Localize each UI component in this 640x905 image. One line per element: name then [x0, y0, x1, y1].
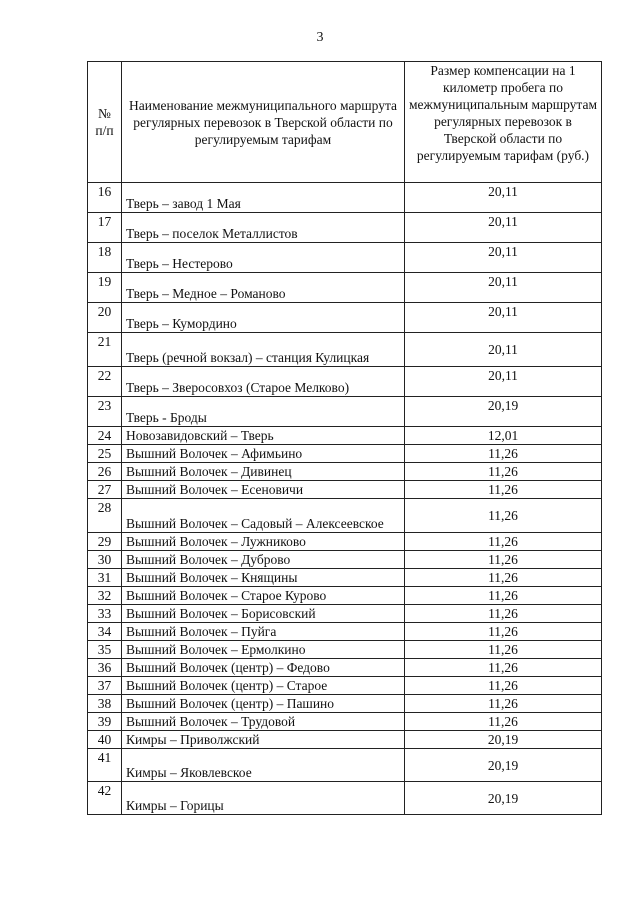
table-row — [88, 367, 602, 397]
compensation-rate: 20,11 — [405, 183, 602, 213]
route-name: Вышний Волочек – Лужниково — [122, 533, 405, 551]
compensation-rate: 11,26 — [405, 659, 602, 677]
row-number: 25 — [88, 445, 122, 463]
page-number: 3 — [316, 30, 324, 45]
table-body — [88, 183, 602, 815]
table-header-row — [88, 62, 602, 183]
route-name: Вышний Волочек – Борисовский — [122, 605, 405, 623]
header-number: № п/п — [88, 62, 122, 183]
row-number: 28 — [88, 499, 122, 533]
compensation-rate: 11,26 — [405, 533, 602, 551]
row-number: 30 — [88, 551, 122, 569]
route-name: Тверь – Нестерово — [122, 243, 405, 273]
compensation-rate: 11,26 — [405, 499, 602, 533]
table-row — [88, 303, 602, 333]
route-name: Вышний Волочек (центр) – Старое — [122, 677, 405, 695]
compensation-rate: 20,11 — [405, 333, 602, 367]
table-row — [88, 782, 602, 815]
route-name: Тверь – Зверосовхоз (Старое Мелково) — [122, 367, 405, 397]
route-name: Новозавидовский – Тверь — [122, 427, 405, 445]
route-name: Вышний Волочек – Садовый – Алексеевское — [122, 499, 405, 533]
row-number: 38 — [88, 695, 122, 713]
table-row — [88, 551, 602, 569]
route-name: Вышний Волочек (центр) – Федово — [122, 659, 405, 677]
row-number: 20 — [88, 303, 122, 333]
compensation-rate: 20,11 — [405, 303, 602, 333]
row-number: 36 — [88, 659, 122, 677]
route-name: Тверь – Медное – Романово — [122, 273, 405, 303]
table-row — [88, 499, 602, 533]
compensation-rate: 20,19 — [405, 749, 602, 782]
row-number: 37 — [88, 677, 122, 695]
table-row — [88, 659, 602, 677]
table-row — [88, 713, 602, 731]
row-number: 39 — [88, 713, 122, 731]
route-name: Тверь – завод 1 Мая — [122, 183, 405, 213]
compensation-rate: 11,26 — [405, 445, 602, 463]
compensation-rate: 11,26 — [405, 551, 602, 569]
table-row — [88, 695, 602, 713]
table-row — [88, 533, 602, 551]
compensation-rate: 20,11 — [405, 243, 602, 273]
route-name: Вышний Волочек – Есеновичи — [122, 481, 405, 499]
compensation-rate: 20,11 — [405, 367, 602, 397]
table-row — [88, 641, 602, 659]
header-route-name: Наименование межмуниципального маршрута регулярных перевозок в Тверской области по регулируемым тарифам — [122, 62, 405, 183]
routes-table — [87, 61, 602, 815]
route-name: Кимры – Горицы — [122, 782, 405, 815]
compensation-rate: 12,01 — [405, 427, 602, 445]
row-number: 16 — [88, 183, 122, 213]
row-number: 17 — [88, 213, 122, 243]
compensation-rate: 11,26 — [405, 587, 602, 605]
compensation-rate: 11,26 — [405, 677, 602, 695]
route-name: Тверь (речной вокзал) – станция Кулицкая — [122, 333, 405, 367]
row-number: 22 — [88, 367, 122, 397]
route-name: Кимры – Приволжский — [122, 731, 405, 749]
row-number: 32 — [88, 587, 122, 605]
row-number: 41 — [88, 749, 122, 782]
table-row — [88, 623, 602, 641]
row-number: 40 — [88, 731, 122, 749]
table-row — [88, 463, 602, 481]
route-name: Тверь – поселок Металлистов — [122, 213, 405, 243]
route-name: Вышний Волочек – Афимьино — [122, 445, 405, 463]
compensation-rate: 11,26 — [405, 641, 602, 659]
table-row — [88, 183, 602, 213]
route-name: Тверь - Броды — [122, 397, 405, 427]
table-row — [88, 731, 602, 749]
row-number: 26 — [88, 463, 122, 481]
row-number: 19 — [88, 273, 122, 303]
table-row — [88, 273, 602, 303]
route-name: Вышний Волочек – Пуйга — [122, 623, 405, 641]
table-row — [88, 605, 602, 623]
table-row — [88, 445, 602, 463]
table-row — [88, 677, 602, 695]
compensation-rate: 11,26 — [405, 605, 602, 623]
row-number: 27 — [88, 481, 122, 499]
table-row — [88, 749, 602, 782]
compensation-rate: 11,26 — [405, 569, 602, 587]
compensation-rate: 20,19 — [405, 782, 602, 815]
route-name: Вышний Волочек – Ермолкино — [122, 641, 405, 659]
row-number: 23 — [88, 397, 122, 427]
row-number: 18 — [88, 243, 122, 273]
table-row — [88, 569, 602, 587]
table-row — [88, 333, 602, 367]
row-number: 35 — [88, 641, 122, 659]
route-name: Вышний Волочек – Княщины — [122, 569, 405, 587]
compensation-rate: 20,19 — [405, 397, 602, 427]
route-name: Вышний Волочек (центр) – Пашино — [122, 695, 405, 713]
compensation-rate: 11,26 — [405, 623, 602, 641]
compensation-rate: 20,11 — [405, 273, 602, 303]
compensation-rate: 20,19 — [405, 731, 602, 749]
route-name: Вышний Волочек – Старое Курово — [122, 587, 405, 605]
header-compensation: Размер компенсации на 1 километр пробега по межмуниципальным маршрутам регулярных перевозок в Тверской области по регулируемым тарифам (руб.) — [405, 62, 602, 183]
compensation-rate: 11,26 — [405, 695, 602, 713]
row-number: 24 — [88, 427, 122, 445]
compensation-rate: 11,26 — [405, 463, 602, 481]
compensation-rate: 20,11 — [405, 213, 602, 243]
route-name: Вышний Волочек – Дивинец — [122, 463, 405, 481]
row-number: 29 — [88, 533, 122, 551]
route-name: Тверь – Кумордино — [122, 303, 405, 333]
route-name: Вышний Волочек – Трудовой — [122, 713, 405, 731]
row-number: 31 — [88, 569, 122, 587]
route-name: Вышний Волочек – Дуброво — [122, 551, 405, 569]
table-row — [88, 213, 602, 243]
table-row — [88, 427, 602, 445]
table-row — [88, 587, 602, 605]
row-number: 42 — [88, 782, 122, 815]
row-number: 21 — [88, 333, 122, 367]
table-row — [88, 243, 602, 273]
row-number: 33 — [88, 605, 122, 623]
table-row — [88, 397, 602, 427]
compensation-rate: 11,26 — [405, 481, 602, 499]
row-number: 34 — [88, 623, 122, 641]
route-name: Кимры – Яковлевское — [122, 749, 405, 782]
compensation-rate: 11,26 — [405, 713, 602, 731]
table-row — [88, 481, 602, 499]
